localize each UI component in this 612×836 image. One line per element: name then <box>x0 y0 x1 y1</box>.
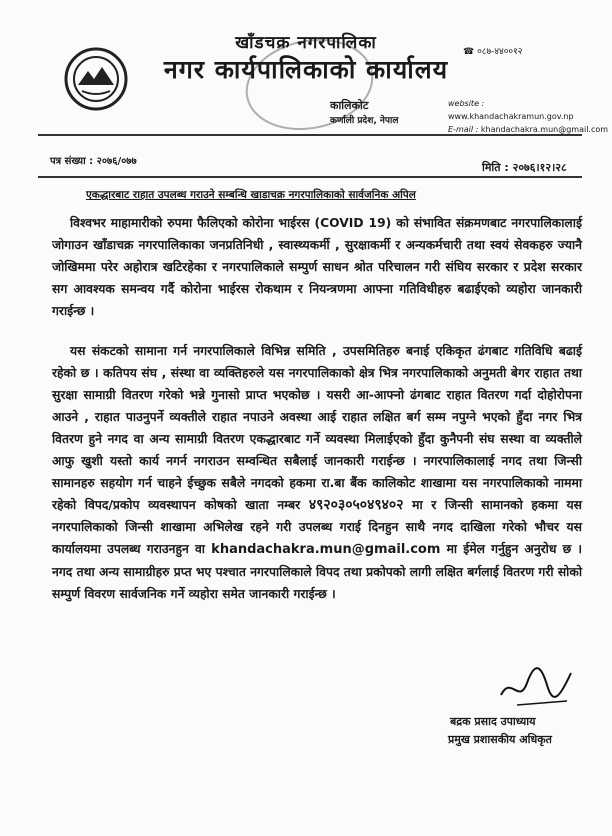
paragraph-2 <box>52 340 582 605</box>
address-province: कर्णाली प्रदेश, नेपाल <box>330 116 399 126</box>
paragraph-1: विश्वभर माहामारीको रुपमा फैलिएको कोरोना भाईरस (COVID 19) को संभावित संक्रमणबाट नगरपालिकालाई जोगाउन खाँडाचक्र नगरपालिकाका जनप्रतिनिधी , स्वास्थ्यकर्मी , सुरक्षाकर्मी र अन्यकर्मचारी तथा स्वयं सेवकहरु ज्यानै जोखिममा परेर अहोरात्र खटिरहेका र नगरपालिकाले सम्पुर्ण साधन श्रोत परिचालन गरी संघिय सरकार र प्रदेश सरकार सग आवश्यक समन्वय गर्दै कोरोना भाईरस रोकथाम र नियन्त्रणमा आफ्ना गतिविधीहरु बढाईएको व्यहोरा जानकारी गराईन्छ । <box>52 216 582 318</box>
website-label: website : <box>448 99 485 108</box>
reference-number: पत्र संख्या : २०७६/०७७ <box>50 156 137 167</box>
paragraph-2-part-b: मा र जिन्सी सामानको हकमा यस नगरपालिकाको जिन्सी शाखामा अभिलेख रहने गरी उपलब्ध गराई दिनहुन साथै नगद दाखिला गरेको भौचर यस कार्यालयमा उपलब्ध गराउनहुन वा <box>52 498 582 556</box>
email-label: E-mail : <box>448 125 479 134</box>
signature-mark <box>497 655 577 715</box>
paragraph-2-part-a: यस संकटको सामाना गर्न नगरपालिकाले विभिन्न समिति , उपसमितिहरु बनाई एकिकृत ढंगबाट गतिविधि बढाई रहेको छ । कतिपय संघ , संस्था वा व्यक्तिहरुले यस नगरपालिकाको क्षेत्र भित्र नगरपालिकाको अनुमती बेगर राहात तथा सुरक्षा सामाग्री वितरण गरेको भन्ने गुनासो प्राप्त भएकोछ । यसरी आ-आफ्नो ढंगबाट राहात वितरण गर्दा दोहोरोपना आउने , राहात पाउनुपर्ने व्यक्तीले राहात नपाउने अवस्था आई राहात लक्षित बर्ग सम्म नपुग्ने भएको हुँदा नगर भित्र वितरण हुने नगद वा अन्य सामाग्री वितरण एकद्धारबाट गर्ने व्यवस्था मिलाईएको हुँदा कुनैपनी संघ सस्था वा व्यक्तीले आफु खुशी यस्तो कार्य नगर्न नगराउन सम्वन्धित सबैलाई जानकारी गराईन्छ । नगरपालिकालाई नगद तथा जिन्सी सामानहरु सहयोग गर्न चाहने ईच्छुक सबैले नगदको हकमा रा.बा बैंक कालिकोट शाखामा यस नगरपालिकाको नाममा रहेको विपद/प्रकोप व्यवस्थापन कोषको खाता नम्बर <box>52 344 582 512</box>
phone-number <box>463 44 522 57</box>
contact-email-link[interactable]: khandachakra.mun@gmail.com <box>211 542 441 557</box>
address-district: कालिकोट <box>330 99 369 112</box>
website-line <box>448 97 612 123</box>
header-divider <box>38 134 582 136</box>
letter-date: मिति : २०७६।१२।२८ <box>482 161 567 174</box>
municipality-name: खाँडचक्र नगरपालिका <box>235 33 377 53</box>
phone-icon: ☎ <box>463 47 475 57</box>
date-divider <box>38 176 582 178</box>
bank-account-number: ४९२०३०५०४९४०२ <box>308 497 404 513</box>
phone-value: ०८७-४४००१२ <box>477 47 523 57</box>
header-contact <box>448 97 612 136</box>
letter-subject: एकद्धारबाट राहात उपलब्ध गराउने सम्बन्धि खाडाचक्र नगरपालिकाको सार्वजनिक अपिल <box>86 189 416 201</box>
signatory-name: बद्रक प्रसाद उपाध्याय <box>450 715 536 728</box>
email-link[interactable]: khandachakra.mun@gmail.com <box>480 125 609 134</box>
office-name: नगर कार्यपालिकाको कार्यालय <box>163 55 449 84</box>
website-link[interactable]: www.khandachakramun.gov.np <box>448 112 574 121</box>
paragraph-2-part-c: मा ईमेल गर्नुहुन अनुरोध छ । नगद तथा अन्य सामाग्रीहरु प्रप्त भए पश्चात नगरपालिकाले विपद तथा प्रकोपको लागी लक्षित बर्गलाई वितरण गरी सोको सम्पुर्ण विवरण सार्वजनिक गर्ने व्यहोरा समेत जानकारी गराईन्छ । <box>52 542 583 601</box>
signatory-title: प्रमुख प्रशासकीय अधिकृत <box>448 733 552 746</box>
